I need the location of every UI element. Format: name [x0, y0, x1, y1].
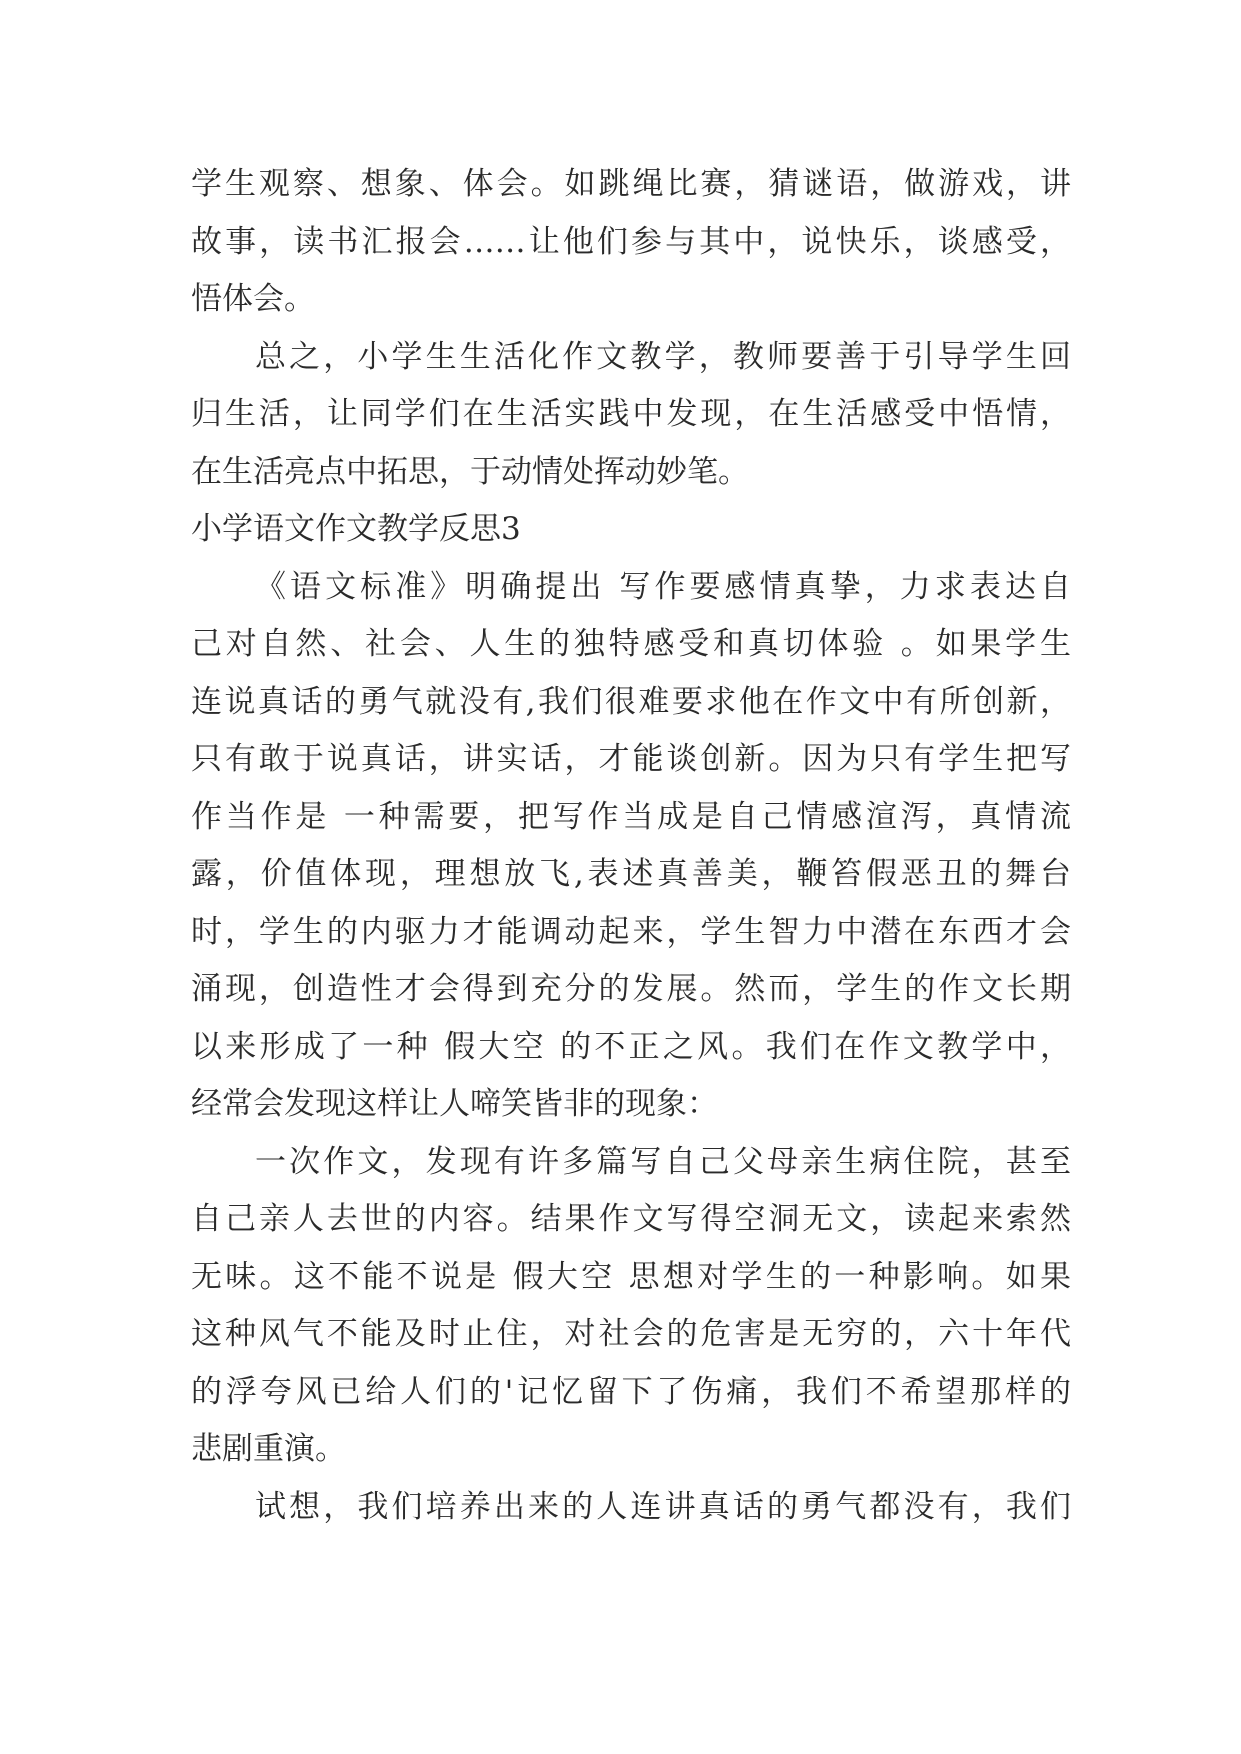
text-line: 学生观察、想象、体会。如跳绳比赛，猜谜语，做游戏，讲: [191, 166, 1071, 202]
text-line: 无味。这不能不说是 假大空 思想对学生的一种影响。如果: [191, 1258, 1071, 1295]
text-line: 的浮夸风已给人们的'记忆留下了伤痛，我们不希望那样的: [191, 1373, 1071, 1410]
text-line: 连说真话的勇气就没有,我们很难要求他在作文中有所创新，: [191, 683, 1071, 720]
text-line: 露，价值体现，理想放飞,表述真善美，鞭笞假恶丑的舞台: [191, 856, 1071, 892]
paragraph-start-line: 《语文标准》明确提出 写作要感情真挚，力求表达自: [255, 568, 1071, 605]
text-line: 经常会发现这样让人啼笑皆非的现象：: [191, 1086, 718, 1122]
text-line: 涌现，创造性才会得到充分的发展。然而，学生的作文长期: [191, 971, 1071, 1007]
text-line: 在生活亮点中拓思，于动情处挥动妙笔。: [191, 453, 749, 490]
text-line: 故事，读书汇报会……让他们参与其中，说快乐，谈感受，: [191, 223, 1071, 260]
section-heading: 小学语文作文教学反思3: [191, 511, 521, 547]
text-line: 这种风气不能及时止住，对社会的危害是无穷的，六十年代: [191, 1316, 1071, 1352]
paragraph-start-line: 试想，我们培养出来的人连讲真话的勇气都没有，我们: [255, 1488, 1071, 1525]
document-body: [191, 156, 1071, 1536]
text-line: 只有敢于说真话，讲实话，才能谈创新。因为只有学生把写: [191, 741, 1071, 777]
text-line: 时，学生的内驱力才能调动起来，学生智力中潜在东西才会: [191, 913, 1071, 950]
text-line: 悟体会。: [191, 281, 315, 317]
text-line: 归生活，让同学们在生活实践中发现，在生活感受中悟情，: [191, 396, 1071, 432]
text-line: 悲剧重演。: [191, 1431, 346, 1467]
text-line: 作当作是 一种需要，把写作当成是自己情感渲泻，真情流: [191, 798, 1071, 835]
text-line: 己对自然、社会、人生的独特感受和真切体验 。如果学生: [191, 626, 1071, 662]
paragraph-start-line: 一次作文，发现有许多篇写自己父母亲生病住院，甚至: [255, 1143, 1071, 1180]
text-line: 以来形成了一种 假大空 的不正之风。我们在作文教学中，: [191, 1028, 1071, 1065]
text-line: 自己亲人去世的内容。结果作文写得空洞无文，读起来索然: [191, 1201, 1071, 1237]
paragraph-start-line: 总之，小学生生活化作文教学，教师要善于引导学生回: [255, 338, 1071, 375]
